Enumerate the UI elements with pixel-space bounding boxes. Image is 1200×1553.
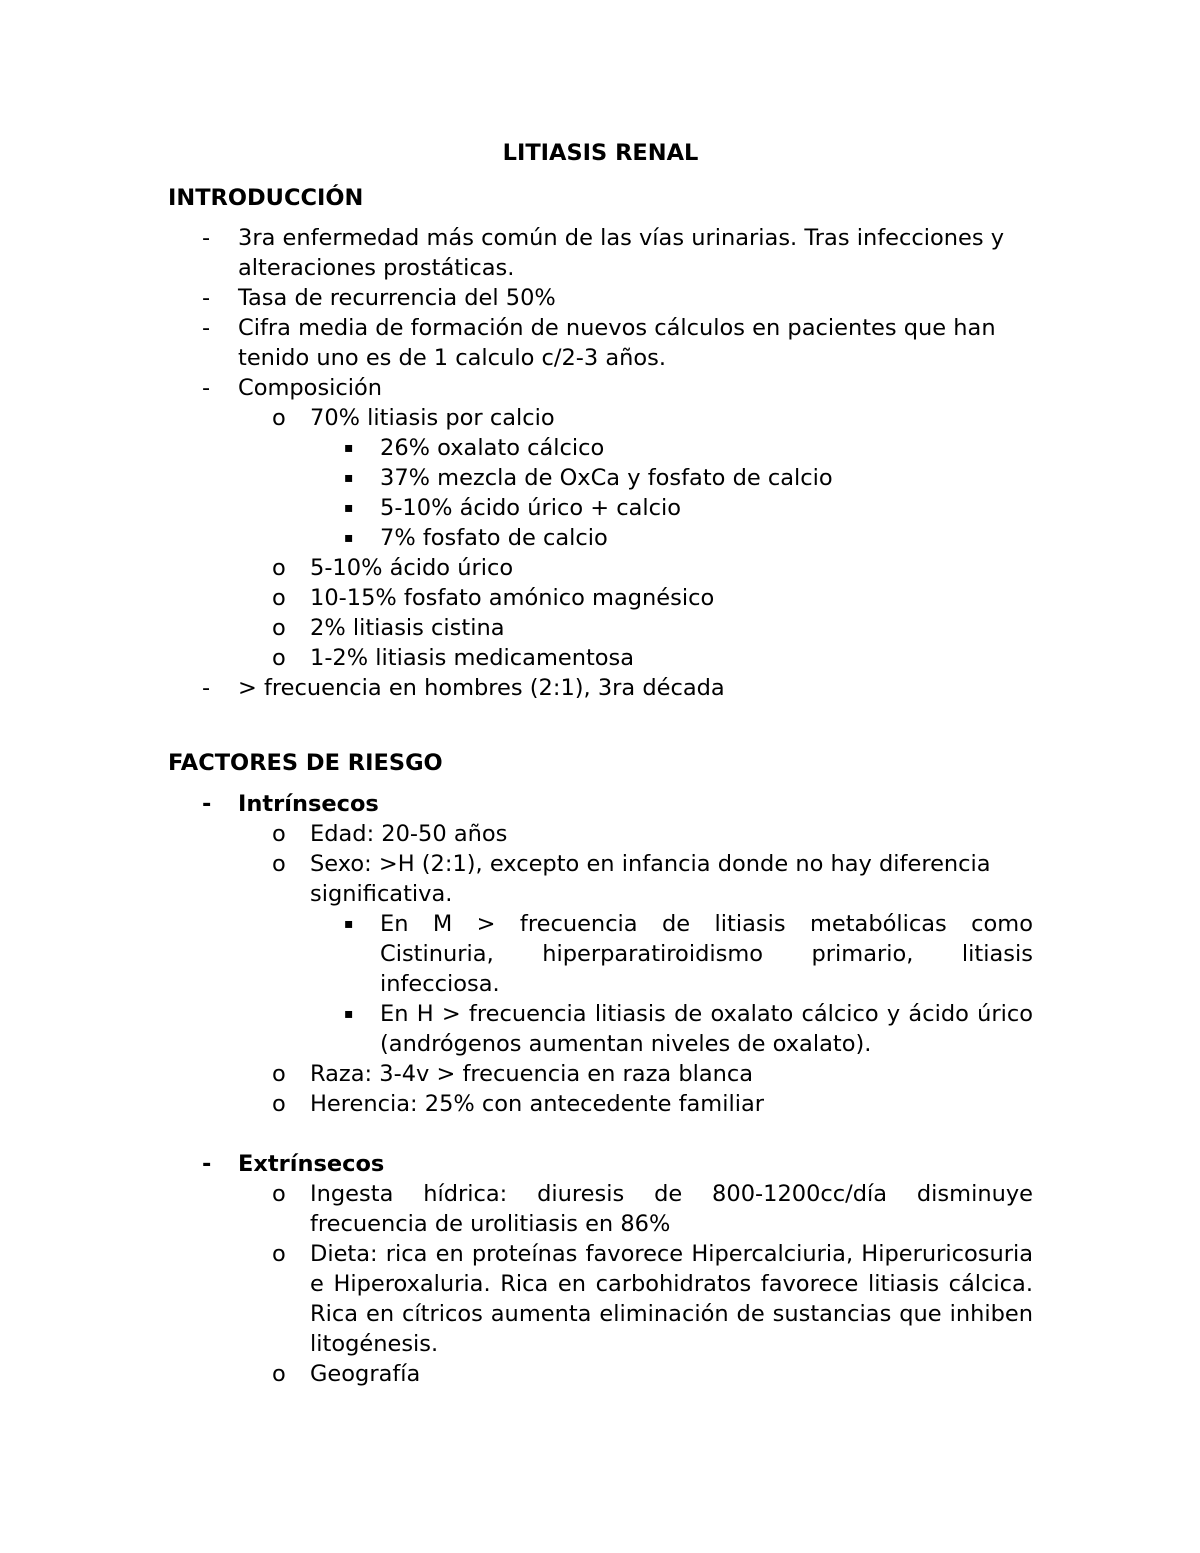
list-item: ▪ 5-10% ácido úrico + calcio — [344, 495, 682, 521]
circle-bullet: o — [272, 405, 286, 431]
square-bullet-icon: ▪ — [344, 530, 354, 546]
dash-bullet: - — [202, 285, 211, 311]
list-item: o Edad: 20-50 años — [272, 821, 508, 847]
list-item: o Sexo: >H (2:1), excepto en infancia donde no hay diferencia significativa. — [272, 851, 991, 907]
list-item: ▪ 37% mezcla de OxCa y fosfato de calcio — [344, 465, 833, 491]
circle-bullet: o — [272, 645, 286, 671]
list-item: o 1-2% litiasis medicamentosa — [272, 645, 635, 671]
section-heading-introduccion: INTRODUCCIÓN — [168, 185, 364, 211]
list-item: o Geografía — [272, 1361, 421, 1387]
square-bullet-icon: ▪ — [344, 470, 354, 486]
risk-list — [168, 789, 1033, 1119]
list-item: o 2% litiasis cistina — [272, 615, 505, 641]
square-bullet-icon: ▪ — [344, 440, 354, 456]
circle-bullet: o — [272, 555, 286, 581]
list-item: o Raza: 3-4v > frecuencia en raza blanca — [272, 1061, 754, 1087]
circle-bullet: o — [272, 821, 286, 847]
circle-bullet: o — [272, 1241, 286, 1267]
circle-bullet: o — [272, 585, 286, 611]
list-item: o 10-15% fosfato amónico magnésico — [272, 585, 715, 611]
square-bullet-icon: ▪ — [344, 916, 354, 932]
list-item: o 5-10% ácido úrico — [272, 555, 514, 581]
square-bullet-icon: ▪ — [344, 500, 354, 516]
document-title: LITIASIS RENAL — [502, 140, 699, 166]
square-bullet-icon: ▪ — [344, 1006, 354, 1022]
risk-list-extrinsic — [168, 1149, 1033, 1389]
circle-bullet: o — [272, 1361, 286, 1387]
spacer — [168, 1119, 1033, 1149]
list-item: ▪ En H > frecuencia litiasis de oxalato cálcico y ácido úrico (andrógenos aumentan niveles de oxalato). — [344, 1001, 1033, 1057]
dash-bullet: - — [202, 675, 211, 701]
circle-bullet: o — [272, 1061, 286, 1087]
dash-bullet: - — [202, 225, 211, 251]
list-item: - Tasa de recurrencia del 50% — [202, 285, 556, 311]
list-item: o Herencia: 25% con antecedente familiar — [272, 1091, 765, 1117]
list-item: - Cifra media de formación de nuevos cálculos en pacientes que han tenido uno es de 1 calculo c/2-3 años. — [202, 315, 996, 371]
list-item: ▪ 7% fosfato de calcio — [344, 525, 608, 551]
dash-bullet: - — [202, 315, 211, 341]
document-page — [168, 138, 1033, 1389]
list-item-intrinsecos: - Intrínsecos — [202, 791, 379, 817]
list-item: o 70% litiasis por calcio — [272, 405, 555, 431]
circle-bullet: o — [272, 1181, 286, 1207]
dash-bullet: - — [202, 1151, 212, 1177]
list-item: ▪ 26% oxalato cálcico — [344, 435, 605, 461]
list-item: - 3ra enfermedad más común de las vías urinarias. Tras infecciones y alteraciones prostáticas. — [202, 225, 1005, 281]
list-item: o Ingesta hídrica: diuresis de 800-1200cc/día disminuye frecuencia de urolitiasis en 86% — [272, 1181, 1033, 1237]
circle-bullet: o — [272, 615, 286, 641]
list-item-extrinsecos: - Extrínsecos — [202, 1151, 385, 1177]
circle-bullet: o — [272, 851, 286, 877]
dash-bullet: - — [202, 791, 212, 817]
list-item: o Dieta: rica en proteínas favorece Hipercalciuria, Hiperuricosuria e Hiperoxaluria. Rica en carbohidratos favorece litiasis cálcica. Rica en cítricos aumenta eliminación de sustancias que inhiben litogénesis. — [272, 1241, 1033, 1357]
dash-bullet: - — [202, 375, 211, 401]
list-item: - Composición — [202, 375, 383, 401]
list-item: ▪ En M > frecuencia de litiasis metabólicas como Cistinuria, hiperparatiroidismo primario, litiasis infecciosa. — [344, 911, 1033, 997]
circle-bullet: o — [272, 1091, 286, 1117]
list-item: - > frecuencia en hombres (2:1), 3ra década — [202, 675, 725, 701]
intro-list — [168, 223, 1033, 703]
section-heading-factores-de-riesgo: FACTORES DE RIESGO — [168, 750, 443, 776]
